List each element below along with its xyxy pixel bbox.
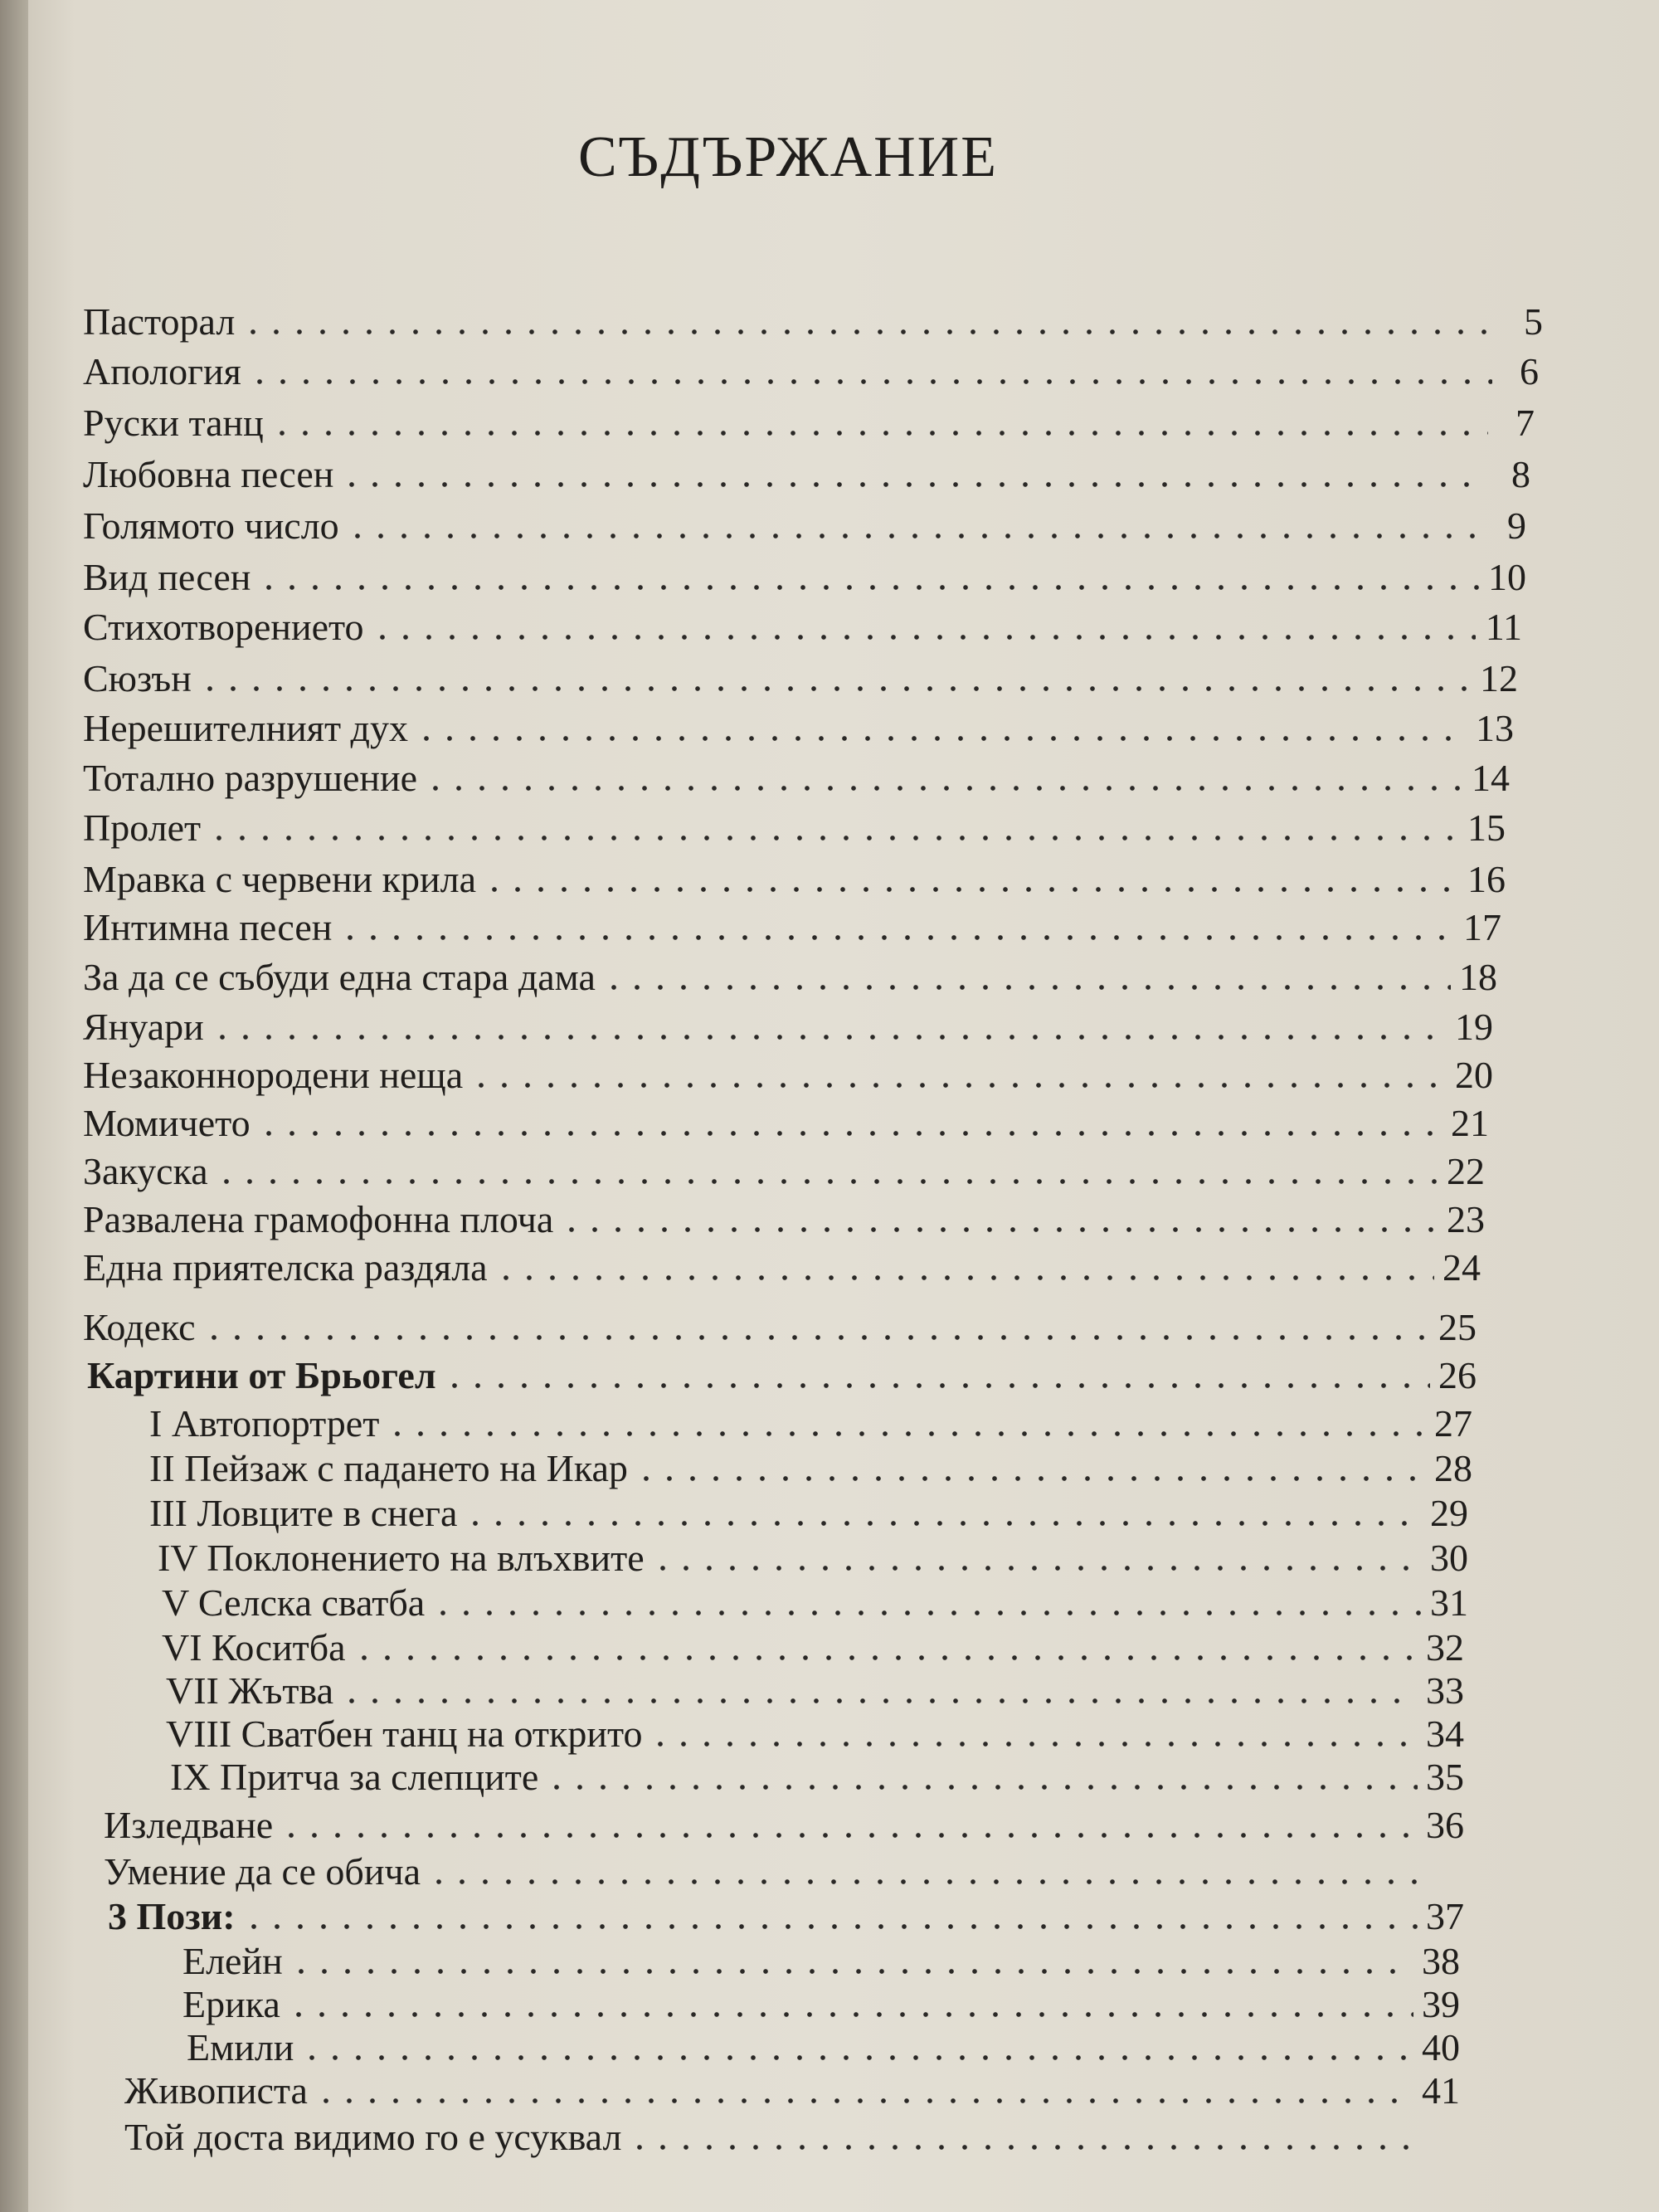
- toc-entry-title: Изледване: [104, 1804, 274, 1846]
- toc-entry-title: VI Коситба: [162, 1626, 346, 1669]
- dot-leader: [427, 1878, 1418, 1886]
- dot-leader: [211, 1033, 1447, 1041]
- toc-entry: [83, 856, 1506, 903]
- toc-entry-title: Голямото число: [83, 504, 339, 547]
- toc-entry-page: 33: [1426, 1669, 1464, 1712]
- dot-leader: [207, 834, 1459, 842]
- toc-entry: [83, 954, 1497, 1001]
- toc-entry-title: Пролет: [83, 806, 202, 849]
- toc-entry: [83, 655, 1518, 702]
- toc-subentry: [170, 1754, 1464, 1800]
- dot-leader: [242, 1922, 1418, 1931]
- toc-entry: [83, 348, 1539, 395]
- toc-entry-title: Ерика: [182, 1983, 280, 2025]
- toc-entry-title: Емили: [187, 2026, 294, 2068]
- dot-leader: [340, 480, 1484, 489]
- dot-leader: [386, 1430, 1426, 1438]
- toc-entry: [83, 1245, 1481, 1291]
- toc-entry-title: II Пейзаж с падането на Икар: [149, 1447, 628, 1489]
- toc-entry-title: Руски танц: [83, 402, 264, 444]
- dot-leader: [602, 983, 1451, 992]
- toc-entry: [83, 1196, 1485, 1243]
- toc-entry-page: 12: [1480, 657, 1518, 699]
- toc-entry-page: 13: [1476, 707, 1514, 749]
- toc-entry-title: VII Жътва: [166, 1669, 333, 1712]
- toc-entry-page: 39: [1422, 1983, 1460, 2025]
- toc-entry-title: Картини от Брьогел: [87, 1354, 436, 1396]
- toc-entry-page: 11: [1485, 606, 1522, 648]
- dot-leader: [353, 1654, 1418, 1662]
- toc-section-heading: [87, 1352, 1477, 1399]
- dot-leader: [469, 1081, 1447, 1089]
- dot-leader: [464, 1519, 1422, 1527]
- toc-entry-page: 6: [1520, 350, 1539, 392]
- page-title: СЪДЪРЖАНИЕ: [578, 125, 998, 189]
- dot-leader: [483, 885, 1459, 894]
- toc-entry-page: 17: [1463, 906, 1501, 948]
- toc-entry-title: Незаконнородени неща: [83, 1054, 464, 1096]
- toc-entry-title: VIII Сватбен танц на открито: [166, 1713, 643, 1755]
- toc-section-heading: [108, 1893, 1464, 1940]
- toc-entry-title: Момичето: [83, 1102, 251, 1144]
- toc-entry-title: Умение да се обича: [104, 1850, 421, 1893]
- dot-leader: [340, 1697, 1418, 1705]
- toc-entry-page: 22: [1447, 1150, 1485, 1192]
- toc-entry-title: Тотално разрушение: [83, 757, 418, 799]
- toc-entry-page: 32: [1426, 1626, 1464, 1669]
- toc-entry-page: 20: [1455, 1054, 1493, 1096]
- dot-leader: [371, 633, 1476, 641]
- toc-entry-page: 5: [1524, 300, 1543, 343]
- dot-leader: [424, 784, 1463, 792]
- dot-leader: [300, 2054, 1413, 2062]
- toc-entry-page: 40: [1422, 2026, 1460, 2068]
- dot-leader: [202, 1333, 1430, 1342]
- toc-entry-page: 30: [1430, 1537, 1468, 1579]
- dot-leader: [443, 1381, 1430, 1390]
- toc-entry-page: 28: [1434, 1447, 1472, 1489]
- toc-subentry: [158, 1535, 1468, 1581]
- toc-entry-title: Любовна песен: [83, 453, 334, 495]
- toc-entry-page: 29: [1430, 1492, 1468, 1534]
- toc-entry-title: Той доста видимо го е усуквал: [124, 2116, 622, 2158]
- dot-leader: [346, 532, 1480, 540]
- toc-entry-page: 31: [1430, 1581, 1468, 1624]
- toc-subentry: [149, 1445, 1472, 1492]
- toc-entry-title: Живописта: [124, 2069, 308, 2112]
- toc-subentry: [149, 1401, 1472, 1447]
- toc-entry-title: Апология: [83, 350, 241, 392]
- dot-leader: [289, 1967, 1413, 1976]
- toc-entry: [124, 2114, 1460, 2161]
- toc-subentry: [182, 1981, 1460, 2028]
- dot-leader: [270, 429, 1488, 437]
- toc-entry: [83, 604, 1522, 650]
- dot-leader: [257, 583, 1480, 592]
- toc-entry-title: Мравка с червени крила: [83, 858, 477, 900]
- toc-entry-page: 16: [1467, 858, 1506, 900]
- dot-leader: [545, 1783, 1418, 1791]
- toc-entry-page: 8: [1511, 453, 1530, 495]
- toc-subentry: [187, 2024, 1460, 2071]
- toc-entry-page: 23: [1447, 1198, 1485, 1240]
- toc-entry-title: I Автопортрет: [149, 1402, 380, 1445]
- toc-entry-page: 25: [1438, 1306, 1477, 1348]
- toc-entry-title: III Ловците в снега: [149, 1492, 458, 1534]
- toc-entry-title: Стихотворението: [83, 606, 364, 648]
- dot-leader: [560, 1225, 1438, 1234]
- toc-entry-title: За да се събуди една стара дама: [83, 956, 596, 998]
- toc-entry-title: Януари: [83, 1006, 204, 1048]
- toc-entry-page: 24: [1443, 1246, 1481, 1289]
- dot-leader: [649, 1740, 1418, 1748]
- toc-entry-title: Развалена грамофонна плоча: [83, 1198, 554, 1240]
- toc-entry: [83, 299, 1543, 345]
- toc-entry-title: Интимна песен: [83, 906, 333, 948]
- toc-entry-title: 3 Пози:: [108, 1895, 236, 1937]
- toc-entry: [83, 400, 1535, 446]
- toc-entry-page: 41: [1422, 2069, 1460, 2112]
- toc-entry-page: 36: [1426, 1804, 1464, 1846]
- dot-leader: [198, 685, 1472, 693]
- toc-entry-page: 15: [1467, 806, 1506, 849]
- toc-entry-title: IV Поклонението на влъхвите: [158, 1537, 645, 1579]
- toc-entry: [83, 451, 1530, 498]
- toc-subentry: [162, 1580, 1468, 1626]
- toc-entry: [83, 1052, 1493, 1099]
- toc-entry-page: 19: [1455, 1006, 1493, 1048]
- toc-subentry: [166, 1668, 1464, 1714]
- toc-subentry: [166, 1711, 1464, 1757]
- toc-entry: [124, 2068, 1460, 2114]
- toc-entry-page: 27: [1434, 1402, 1472, 1445]
- toc-entry: [83, 554, 1526, 601]
- toc-entry-title: Една приятелска раздяла: [83, 1246, 488, 1289]
- toc-entry-page: 38: [1422, 1940, 1460, 1982]
- toc-entry: [83, 1148, 1485, 1195]
- toc-subentry: [162, 1625, 1464, 1671]
- toc-entry-page: 18: [1459, 956, 1497, 998]
- toc-entry: [83, 755, 1510, 801]
- toc-entry-title: Елейн: [182, 1940, 283, 1982]
- toc-entry-page: 35: [1426, 1756, 1464, 1798]
- toc-entry: [83, 1004, 1493, 1050]
- toc-entry: [83, 1304, 1477, 1351]
- dot-leader: [280, 1831, 1418, 1839]
- dot-leader: [248, 378, 1492, 386]
- dot-leader: [314, 2097, 1413, 2105]
- toc-entry: [83, 705, 1514, 752]
- dot-leader: [431, 1609, 1422, 1617]
- dot-leader: [338, 933, 1455, 942]
- toc-entry-page: 26: [1438, 1354, 1477, 1396]
- toc-entry: [83, 805, 1506, 851]
- toc-entry: [83, 904, 1501, 951]
- toc-entry-page: 21: [1451, 1102, 1489, 1144]
- toc-subentry: [182, 1938, 1460, 1985]
- toc-entry-title: Вид песен: [83, 556, 251, 598]
- dot-leader: [415, 734, 1467, 743]
- dot-leader: [257, 1129, 1443, 1138]
- toc-subentry: [149, 1490, 1468, 1537]
- toc-entry-title: Сюзън: [83, 657, 192, 699]
- toc-entry-title: Пасторал: [83, 300, 236, 343]
- toc-entry: [104, 1802, 1464, 1849]
- dot-leader: [651, 1564, 1422, 1572]
- toc-entry: [83, 1100, 1489, 1147]
- toc-entry-page: 14: [1472, 757, 1510, 799]
- dot-leader: [635, 1474, 1426, 1483]
- toc-entry-title: V Селска сватба: [162, 1581, 426, 1624]
- toc-entry-page: 7: [1515, 402, 1535, 444]
- toc-entry-title: Закуска: [83, 1150, 208, 1192]
- dot-leader: [494, 1274, 1434, 1282]
- toc-entry-title: Кодекс: [83, 1306, 196, 1348]
- toc-entry: [83, 503, 1526, 549]
- toc-entry-page: 37: [1426, 1895, 1464, 1937]
- toc-entry-page: 10: [1488, 556, 1526, 598]
- dot-leader: [628, 2143, 1413, 2151]
- dot-leader: [287, 2010, 1413, 2019]
- toc-entry-title: Нерешителният дух: [83, 707, 408, 749]
- toc-entry: [104, 1849, 1464, 1895]
- dot-leader: [215, 1177, 1438, 1186]
- toc-entry-page: 9: [1507, 504, 1526, 547]
- toc-entry-page: 34: [1426, 1713, 1464, 1755]
- toc-entry-title: IX Притча за слепците: [170, 1756, 539, 1798]
- dot-leader: [241, 328, 1496, 336]
